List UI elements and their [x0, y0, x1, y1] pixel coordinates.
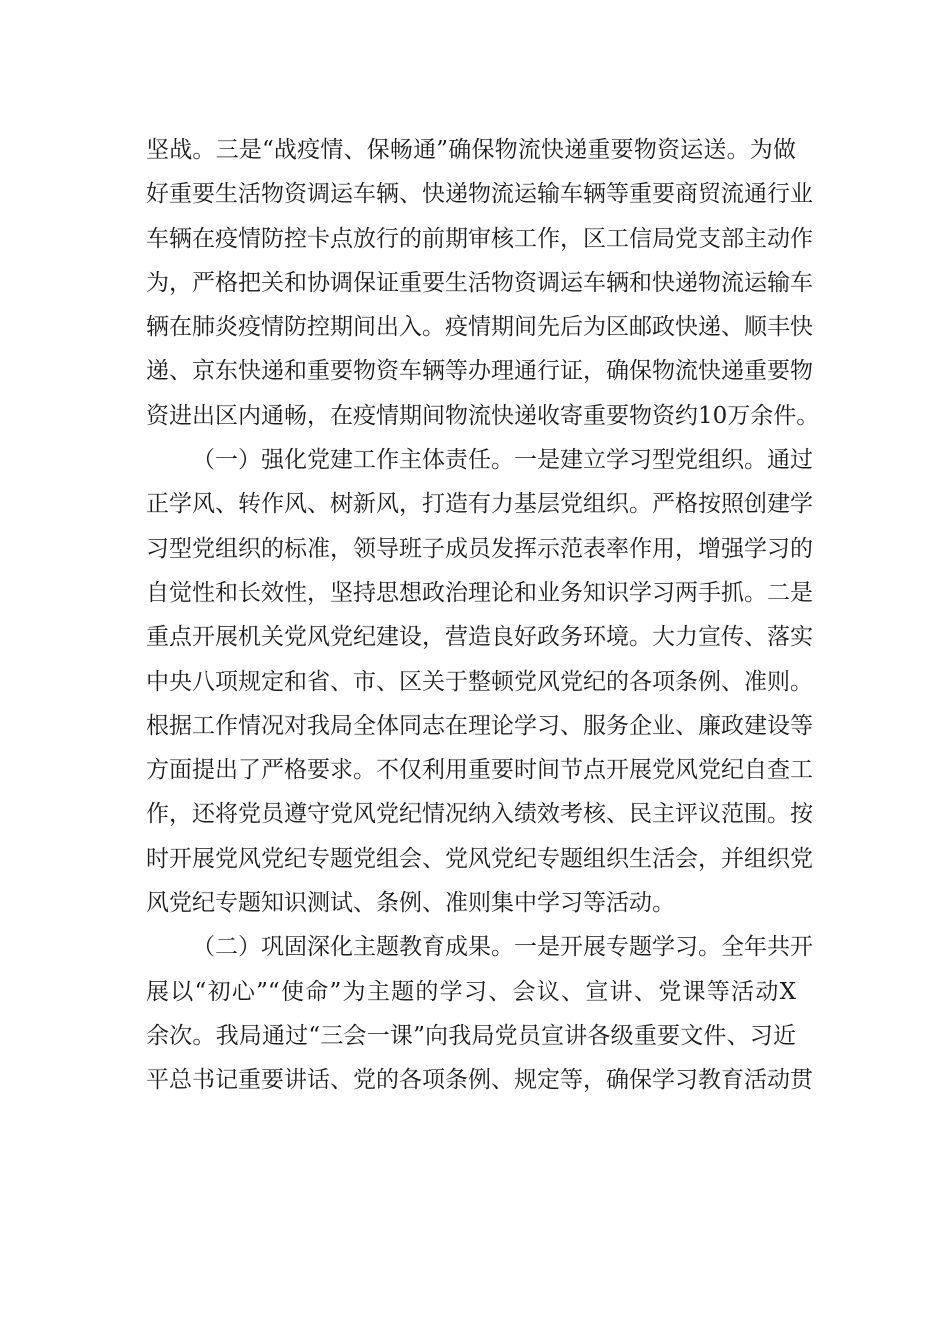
text-line: 自觉性和长效性，坚持思想政治理论和业务知识学习两手抓。二是 [146, 579, 813, 606]
text-line: 重点开展机关党风党纪建设，营造良好政务环境。大力宣传、落实 [146, 624, 813, 651]
text-line: （一）强化党建工作主体责任。一是建立学习型党组织。通过 [192, 447, 813, 474]
text-line: 根据工作情况对我局全体同志在理论学习、服务企业、廉政建设等 [146, 712, 813, 739]
text-line: 习型党组织的标准，领导班子成员发挥示范表率作用，增强学习的 [146, 535, 813, 562]
paragraph-theme-education [146, 925, 813, 1102]
text-line: 坚战。三是“战疫情、保畅通”确保物流快递重要物资运送。为做 [146, 137, 796, 163]
text-line: 辆在肺炎疫情防控期间出入。疫情期间先后为区邮政快递、顺丰快 [146, 314, 813, 341]
text-line: 为，严格把关和协调保证重要生活物资调运车辆和快递物流运输车 [146, 269, 813, 296]
document-body [146, 128, 820, 1103]
text-line: 作，还将党员遵守党风党纪情况纳入绩效考核、民主评议范围。按 [146, 801, 813, 828]
text-line: 方面提出了严格要求。不仅利用重要时间节点开展党风党纪自查工 [146, 757, 813, 784]
text-line: 好重要生活物资调运车辆、快递物流运输车辆等重要商贸流通行业 [146, 181, 813, 208]
text-line: 资进出区内通畅，在疫情期间物流快递收寄重要物资约10万余件。 [146, 402, 820, 429]
text-line: 风党纪专题知识测试、条例、准则集中学习等活动。 [146, 890, 675, 917]
text-line: 时开展党风党纪专题党组会、党风党纪专题组织生活会，并组织党 [146, 845, 813, 872]
text-line: 余次。我局通过“三会一课”向我局党员宣讲各级重要文件、习近 [146, 1022, 796, 1049]
text-line: （二）巩固深化主题教育成果。一是开展专题学习。全年共开 [192, 934, 813, 961]
paragraph-logistics [146, 128, 820, 438]
text-line: 正学风、转作风、树新风，打造有力基层党组织。严格按照创建学 [146, 491, 813, 518]
text-line: 展以“初心”“使命”为主题的学习、会议、宣讲、党课等活动X [146, 978, 796, 1005]
text-line: 递、京东快递和重要物资车辆等办理通行证，确保物流快递重要物 [146, 358, 813, 385]
text-line: 车辆在疫情防控卡点放行的前期审核工作，区工信局党支部主动作 [146, 225, 813, 252]
text-line: 中央八项规定和省、市、区关于整顿党风党纪的各项条例、准则。 [146, 668, 813, 695]
text-line: 平总书记重要讲话、党的各项条例、规定等，确保学习教育活动贯 [146, 1067, 813, 1094]
paragraph-party-building [146, 438, 813, 925]
